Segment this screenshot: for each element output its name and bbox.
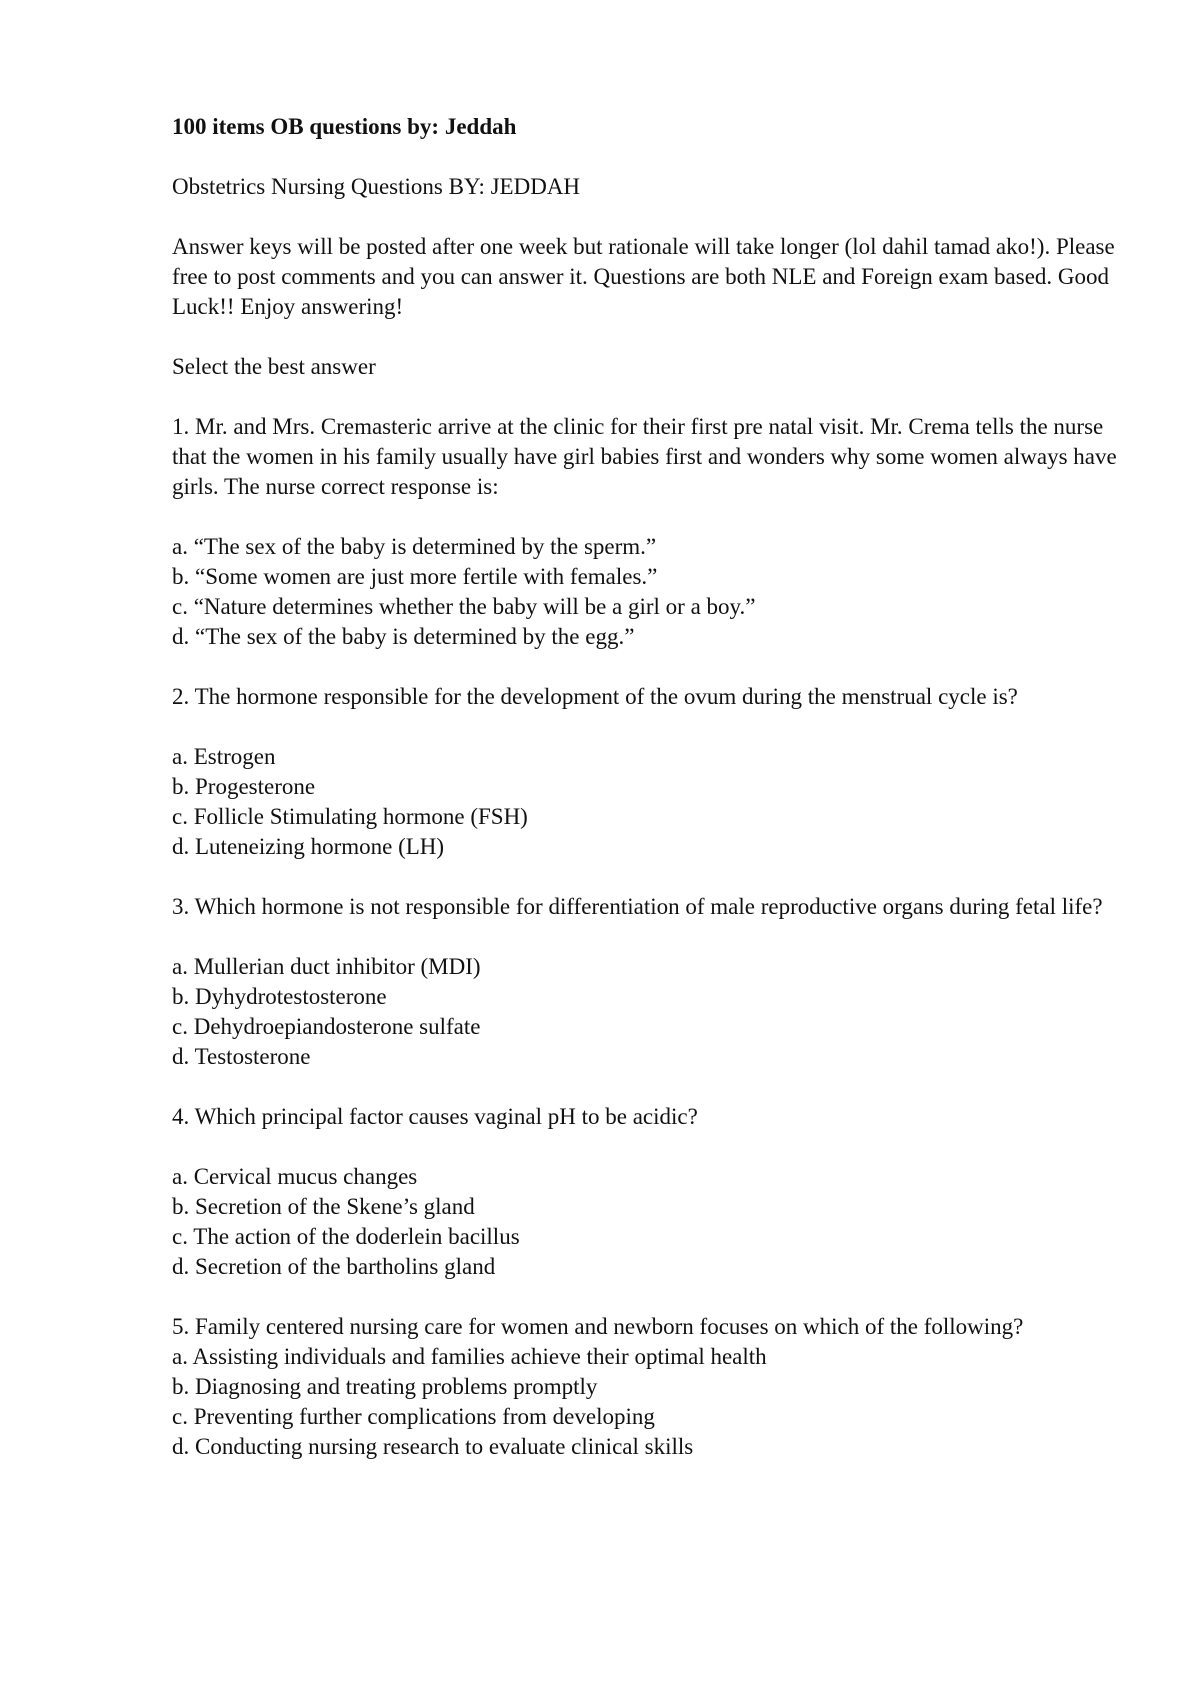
answer-option: b. “Some women are just more fertile with females.” — [172, 564, 658, 589]
document-page — [172, 112, 1122, 1492]
question-stem: 4. Which principal factor causes vaginal pH to be acidic? — [172, 1104, 698, 1129]
answer-option: b. Progesterone — [172, 774, 316, 799]
answer-option: d. Luteneizing hormone (LH) — [172, 834, 445, 859]
question-1 — [172, 412, 1122, 652]
answer-option: c. Follicle Stimulating hormone (FSH) — [172, 804, 528, 829]
answer-options — [172, 952, 1122, 1072]
answer-options — [172, 532, 1122, 652]
answer-option: c. Dehydroepiandosterone sulfate — [172, 1014, 481, 1039]
answer-option: b. Dyhydrotestosterone — [172, 984, 387, 1009]
intro-paragraph: Answer keys will be posted after one week but rationale will take longer (lol dahil tamad ako!). Please free to post comments and you can answer it. Questions are both NLE and Foreign exam based. Good Luck!! Enjoy answering! — [172, 234, 1115, 319]
answer-options — [172, 1162, 1122, 1282]
answer-option: a. “The sex of the baby is determined by the sperm.” — [172, 534, 657, 559]
answer-option: a. Cervical mucus changes — [172, 1164, 418, 1189]
document-title: 100 items OB questions by: Jeddah — [172, 114, 517, 139]
question-stem: 1. Mr. and Mrs. Cremasteric arrive at the clinic for their first pre natal visit. Mr. Crema tells the nurse that the women in his family usually have girl babies first and wonders why some women always have girls. The nurse correct response is: — [172, 414, 1117, 499]
answer-option: a. Estrogen — [172, 744, 276, 769]
answer-option: c. The action of the doderlein bacillus — [172, 1224, 520, 1249]
question-4 — [172, 1102, 1122, 1282]
answer-option: d. “The sex of the baby is determined by the egg.” — [172, 624, 635, 649]
answer-option: a. Assisting individuals and families achieve their optimal health — [172, 1344, 767, 1369]
question-stem: 5. Family centered nursing care for women and newborn focuses on which of the following? — [172, 1314, 1024, 1339]
answer-option: b. Diagnosing and treating problems promptly — [172, 1374, 598, 1399]
question-3 — [172, 892, 1122, 1072]
question-stem: 3. Which hormone is not responsible for differentiation of male reproductive organs during fetal life? — [172, 894, 1103, 919]
document-subtitle: Obstetrics Nursing Questions BY: JEDDAH — [172, 174, 581, 199]
instruction-text: Select the best answer — [172, 354, 376, 379]
answer-option: d. Conducting nursing research to evaluate clinical skills — [172, 1434, 694, 1459]
answer-option: b. Secretion of the Skene’s gland — [172, 1194, 475, 1219]
answer-options — [172, 1342, 1122, 1462]
answer-options — [172, 742, 1122, 862]
question-2 — [172, 682, 1122, 862]
answer-option: d. Testosterone — [172, 1044, 311, 1069]
answer-option: a. Mullerian duct inhibitor (MDI) — [172, 954, 481, 979]
answer-option: d. Secretion of the bartholins gland — [172, 1254, 496, 1279]
answer-option: c. “Nature determines whether the baby will be a girl or a boy.” — [172, 594, 756, 619]
answer-option: c. Preventing further complications from developing — [172, 1404, 655, 1429]
question-stem: 2. The hormone responsible for the development of the ovum during the menstrual cycle is? — [172, 684, 1018, 709]
question-5 — [172, 1312, 1122, 1462]
